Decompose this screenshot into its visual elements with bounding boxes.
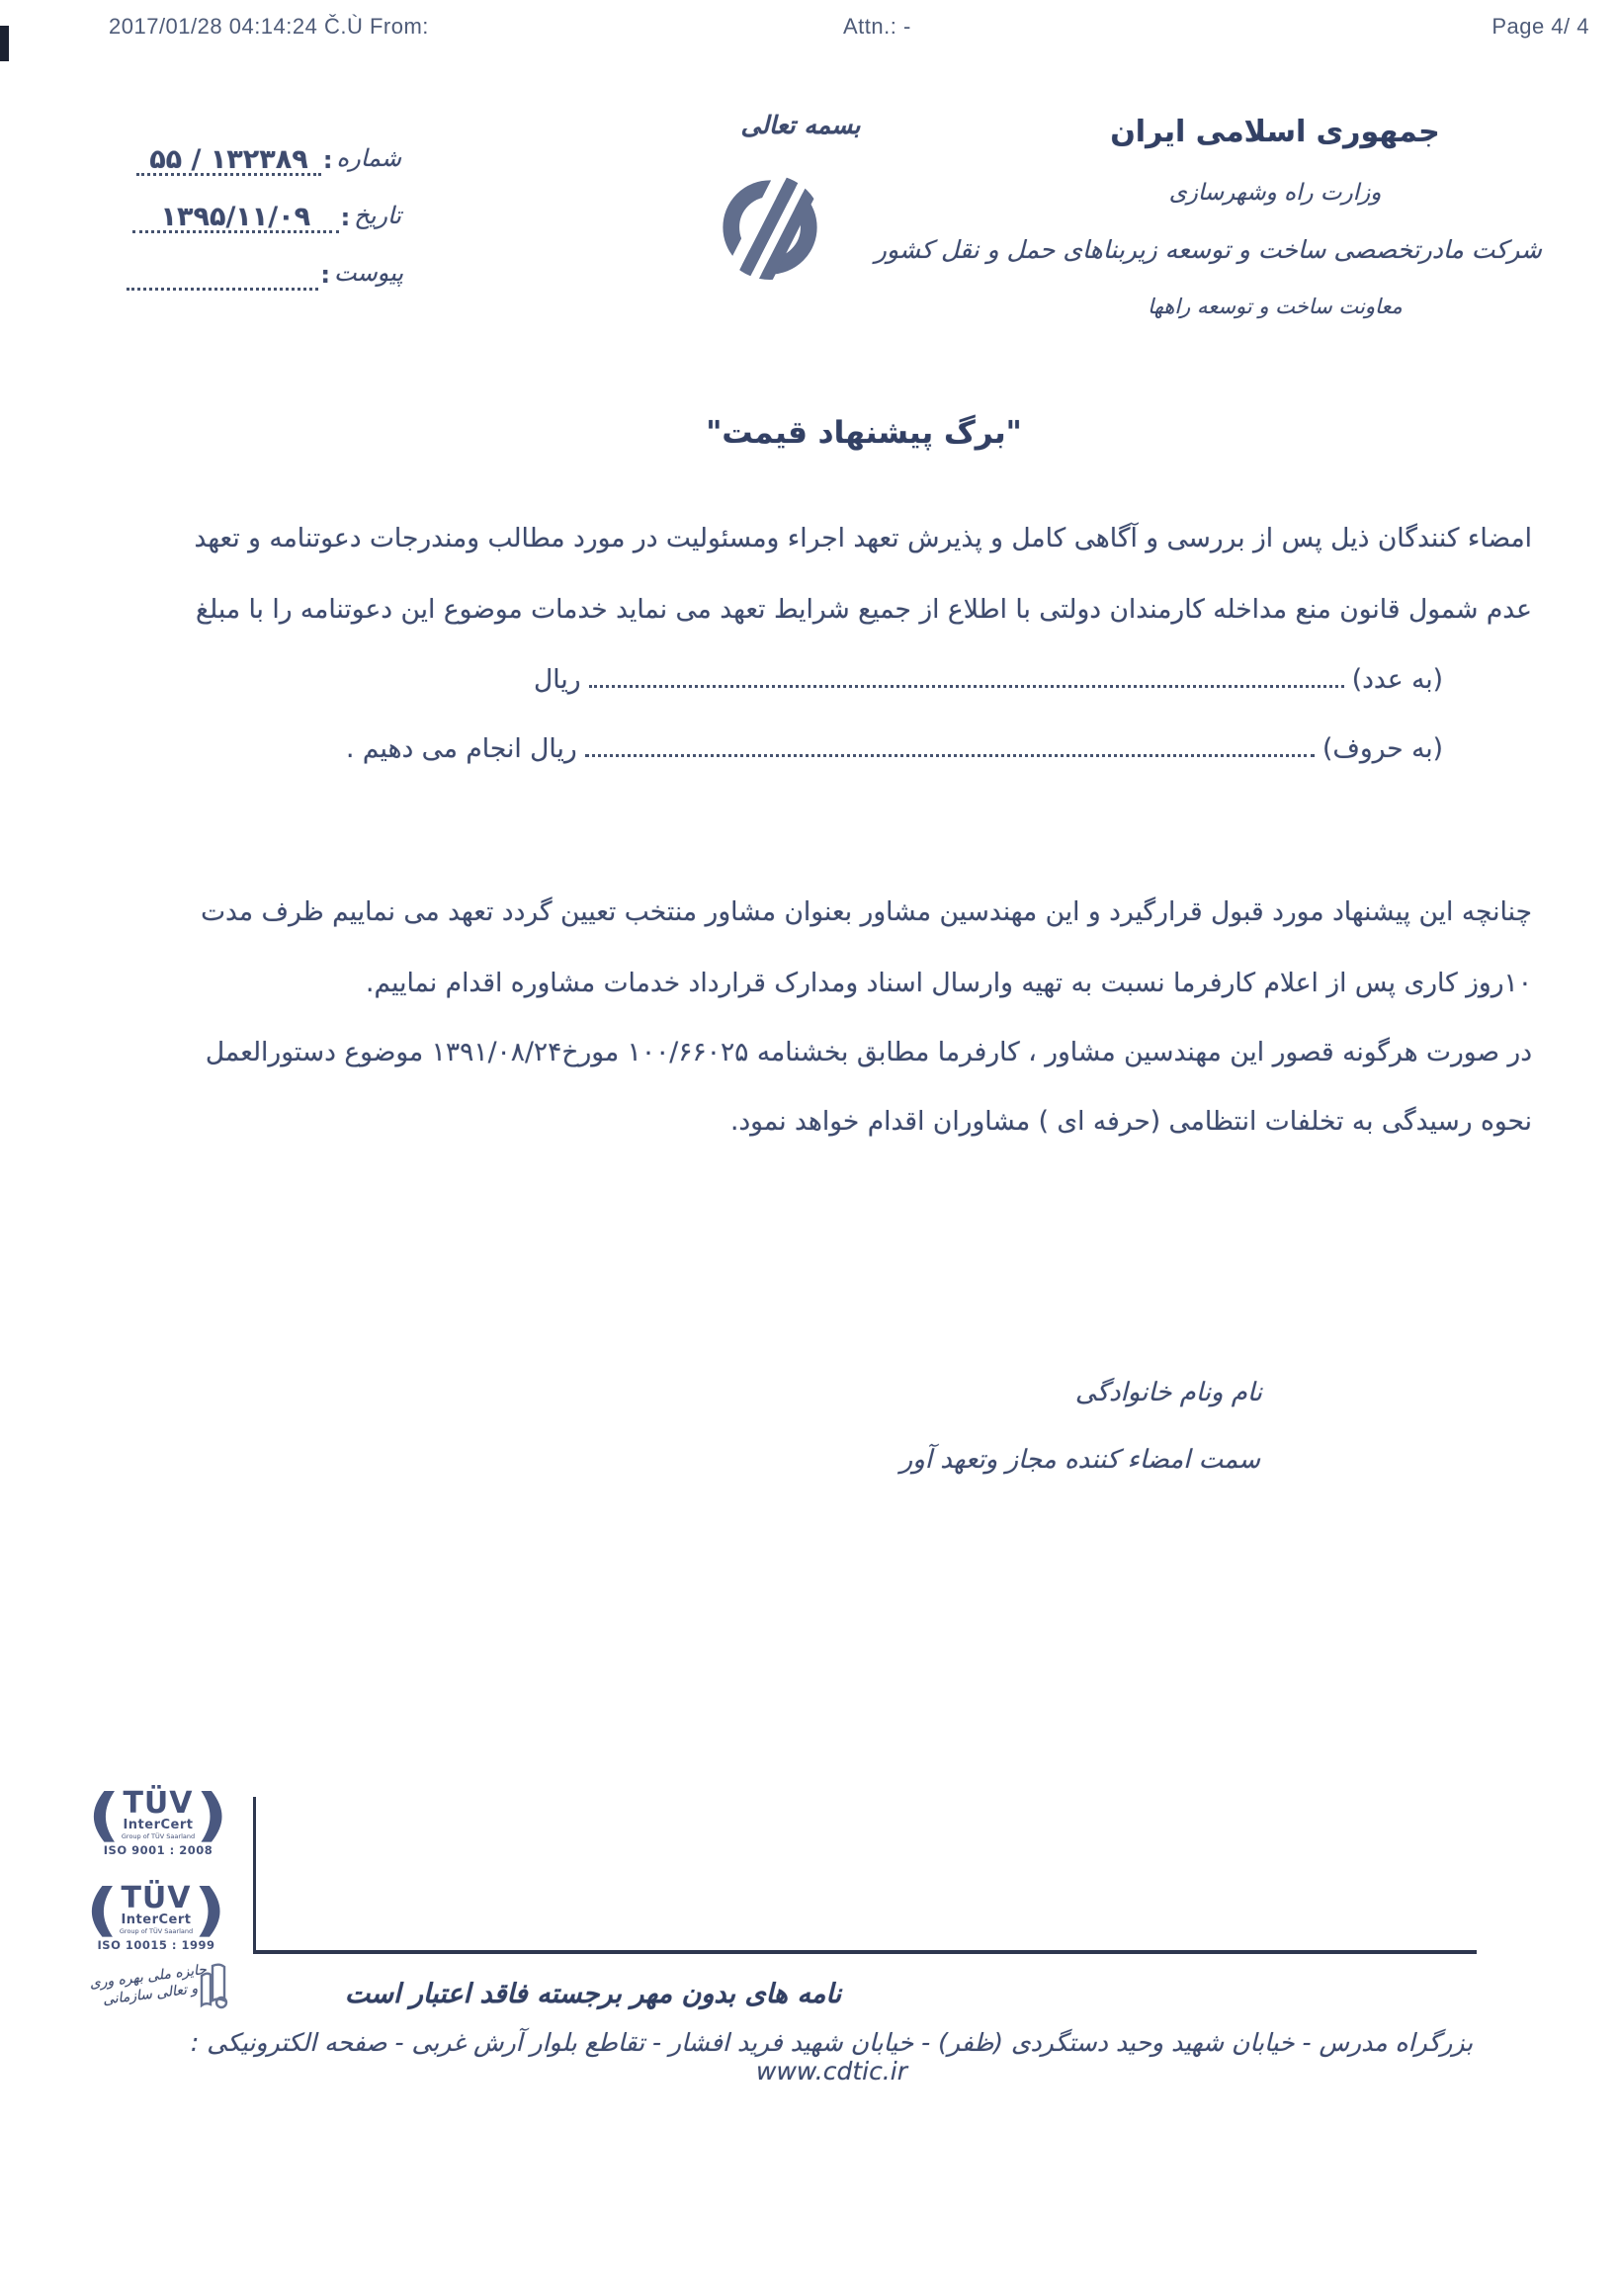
letterhead-ministry-line: وزارت راه وشهرسازی bbox=[1168, 180, 1382, 206]
paragraph2-line2: ۱۰روز کاری پس از اعلام کارفرما نسبت به تهیه وارسال اسناد ومدارک قرارداد خدمات مشاوره اقدام نماییم. bbox=[366, 968, 1532, 998]
date-field-row bbox=[132, 202, 401, 233]
attachment-field-line bbox=[127, 280, 318, 291]
tuv-group-text: Group of TÜV Saarland bbox=[119, 1926, 194, 1935]
number-field-label: شماره bbox=[336, 144, 401, 173]
signature-name-label: نام ونام خانوادگی bbox=[1074, 1378, 1262, 1407]
attachment-field-row bbox=[127, 259, 403, 291]
footer-address-line: بزرگراه مدرس - خیابان شهید وحید دستگردی (ظفر) - خیابان شهید فرید افشار - تقاطع بلوار آرش غربی - صفحه الکترونیکی : www.cdtic.ir bbox=[190, 2028, 1474, 2085]
fax-header-datetime: 2017/01/28 04:14:24 Č.Ù From: bbox=[109, 14, 429, 39]
date-field-line bbox=[132, 202, 339, 233]
attachment-field-label: پیوست bbox=[334, 259, 403, 287]
laurel-left-icon: ( bbox=[88, 1781, 122, 1848]
number-field-line bbox=[136, 144, 321, 176]
tuv-intercert-badge-2 bbox=[82, 1876, 230, 1953]
scan-artifact bbox=[0, 26, 9, 61]
amount-in-digits-unit: ریال bbox=[534, 664, 581, 695]
laurel-right-icon: ) bbox=[195, 1781, 228, 1848]
document-title: "برگ پیشنهاد قیمت" bbox=[706, 415, 1022, 451]
besmellah-text: بسمه تعالی bbox=[740, 111, 861, 139]
tuv-brand-text: TÜV bbox=[121, 1881, 192, 1916]
fax-header-attn: Attn.: - bbox=[843, 14, 911, 39]
paragraph2-line1: چنانچه این پیشنهاد مورد قبول قرارگیرد و این مهندسین مشاور بعنوان مشاور منتخب تعیین گردد تعهد می نماییم ظرف مدت bbox=[201, 896, 1532, 927]
number-field-value: ۵۵ / ۱۳۲۳۸۹ bbox=[149, 144, 308, 175]
amount-in-digits-label: (به عدد) bbox=[1351, 664, 1443, 695]
paragraph1-line1: امضاء کنندگان ذیل پس از بررسی و آگاهی کامل و پذیرش تعهد اجراء ومسئولیت در مورد مطالب ومندرجات دعوتنامه و تعهد bbox=[194, 523, 1532, 553]
amount-in-words-label: (به حروف) bbox=[1322, 733, 1443, 764]
paragraph2-line3: در صورت هرگونه قصور این مهندسین مشاور ، کارفرما مطابق بخشنامه ۱۰۰/۶۶۰۲۵ مورخ۱۳۹۱/۰۸/۲۴ موضوع دستورالعمل bbox=[205, 1037, 1532, 1067]
letterhead-deputy-line: معاونت ساخت و توسعه راهها bbox=[1148, 295, 1403, 318]
fax-header-page: Page 4/ 4 bbox=[1491, 14, 1589, 39]
laurel-left-icon: ( bbox=[86, 1876, 120, 1943]
date-field-value: ۱۳۹۵/۱۱/۰۹ bbox=[160, 202, 311, 232]
amount-in-words-blank bbox=[585, 754, 1315, 757]
number-field-row bbox=[136, 144, 401, 176]
number-field-colon: : bbox=[322, 146, 333, 175]
letterhead-government-title: جمهوری اسلامی ایران bbox=[1110, 115, 1440, 149]
tuv-group-text: Group of TÜV Saarland bbox=[121, 1831, 196, 1840]
signature-title-label: سمت امضاء کننده مجاز وتعهد آور bbox=[899, 1445, 1260, 1475]
iso-10015-text: ISO 10015 : 1999 bbox=[97, 1938, 215, 1953]
tuv-brand-text: TÜV bbox=[123, 1786, 194, 1822]
amount-in-words-unit: ریال انجام می دهیم . bbox=[346, 733, 577, 764]
national-award-calligraphy: جایزه ملی بهره وری و تعالی سازمانی bbox=[88, 1961, 208, 2008]
laurel-right-icon: ) bbox=[193, 1876, 226, 1943]
amount-in-digits-line bbox=[534, 664, 1443, 695]
tuv-intercert-text: InterCert bbox=[123, 1818, 194, 1833]
footer-border-vertical bbox=[253, 1797, 256, 1953]
letterhead-company-line: شرکت مادرتخصصی ساخت و توسعه زیربناهای حمل و نقل کشور bbox=[874, 235, 1542, 264]
footer-validity-notice: نامه های بدون مهر برجسته فاقد اعتبار است bbox=[344, 1979, 842, 2009]
paragraph1-line2: عدم شمول قانون منع مداخله کارمندان دولتی با اطلاع از جمیع شرایط تعهد می نماید خدمات موضوع این دعوتنامه را با مبلغ bbox=[195, 594, 1532, 625]
paragraph2-line4: نحوه رسیدگی به تخلفات انتظامی (حرفه ای ) مشاوران اقدام خواهد نمود. bbox=[729, 1106, 1532, 1137]
date-field-colon: : bbox=[340, 204, 351, 232]
amount-in-digits-blank bbox=[589, 685, 1344, 688]
tuv-intercert-text: InterCert bbox=[121, 1913, 192, 1928]
tuv-intercert-badge-1 bbox=[84, 1781, 232, 1858]
date-field-label: تاریخ bbox=[354, 202, 401, 230]
iso-9001-text: ISO 9001 : 2008 bbox=[103, 1843, 213, 1858]
attachment-field-colon: : bbox=[320, 261, 330, 289]
company-logo-icon bbox=[717, 174, 823, 281]
footer-border-horizontal bbox=[253, 1950, 1477, 1954]
award-logo-icon bbox=[198, 1962, 231, 2015]
amount-in-words-line bbox=[346, 733, 1443, 764]
